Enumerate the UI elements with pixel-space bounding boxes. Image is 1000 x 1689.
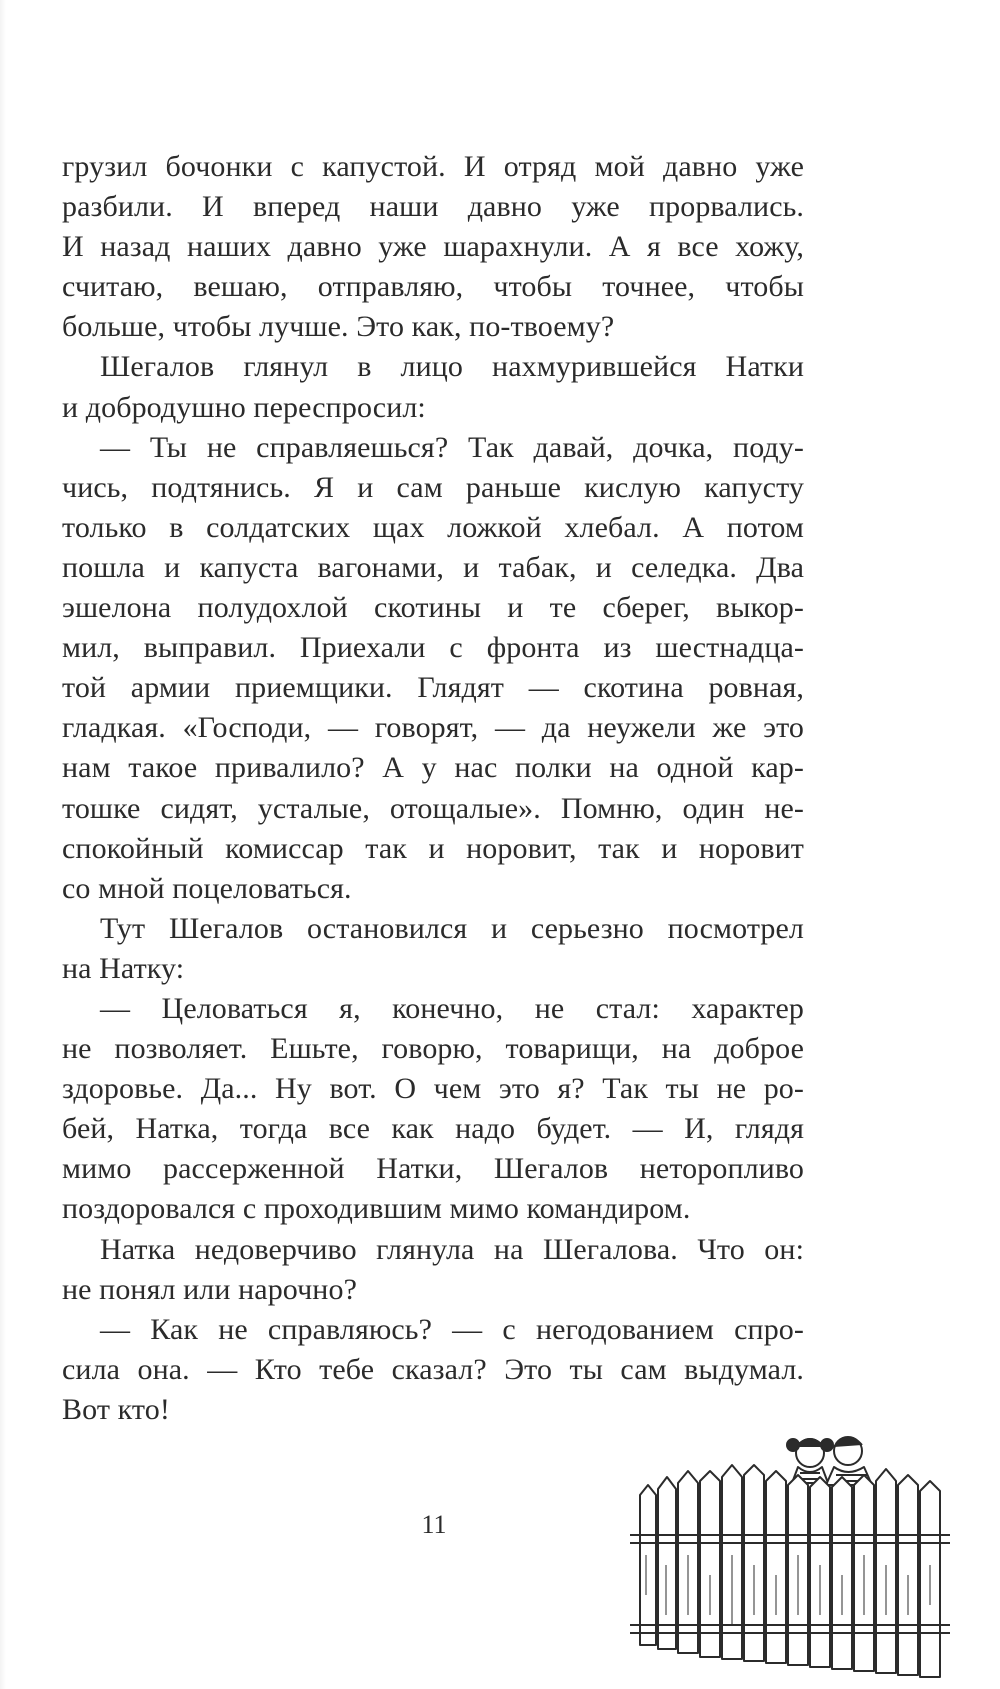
- text-line: Тут Шегалов остановился и серьезно посмотрел: [100, 911, 804, 945]
- text-line: эшелона полудохлой скотины и те сберег, выкор-: [62, 591, 804, 625]
- girl-figure: [787, 1439, 833, 1483]
- text-line: не позволяет. Ешьте, говорю, товарищи, на доброе: [62, 1032, 804, 1066]
- text-line: здоровье. Да... Ну вот. О чем это я? Так ты не ро-: [62, 1072, 804, 1106]
- text-line: Натка недоверчиво глянула на Шегалова. Что он:: [100, 1232, 804, 1266]
- text-line: — Ты не справляешься? Так давай, дочка, поду-: [100, 430, 804, 464]
- page-edge-shadow: [0, 0, 6, 1689]
- text-line: и добродушно переспросил:: [62, 390, 426, 424]
- text-line: тошке сидят, усталые, отощалые». Помню, один не-: [62, 791, 804, 825]
- text-line: сила она. — Кто тебе сказал? Это ты сам выдумал.: [62, 1352, 804, 1386]
- page-number: 11: [421, 1510, 447, 1539]
- text-line: спокойный комиссар так и норовит, так и норовит: [62, 831, 804, 865]
- text-line: И назад наших давно уже шарахнули. А я все хожу,: [62, 230, 804, 264]
- text-line: разбили. И вперед наши давно уже прорвались.: [62, 190, 804, 224]
- text-line: — Как не справляюсь? — с негодованием спро-: [100, 1312, 804, 1346]
- fence: [630, 1465, 950, 1677]
- text-line: нам такое привалило? А у нас полки на одной кар-: [62, 751, 804, 785]
- body-text: [62, 147, 804, 1430]
- text-line: мил, выправил. Приехали с фронта из шестнадца-: [62, 631, 804, 665]
- text-line: со мной поцеловаться.: [62, 871, 352, 905]
- text-line: той армии приемщики. Глядят — скотина ровная,: [62, 671, 804, 705]
- text-line: не понял или нарочно?: [62, 1272, 357, 1306]
- text-line: бей, Натка, тогда все как надо будет. — И, глядя: [62, 1112, 804, 1146]
- fence-children-illustration: [630, 1425, 950, 1689]
- text-line: больше, чтобы лучше. Это как, по-твоему?: [62, 310, 615, 344]
- text-line: пошла и капуста вагонами, и табак, и селедка. Два: [62, 550, 804, 584]
- text-line: только в солдатских щах ложкой хлебал. А потом: [62, 510, 804, 544]
- text-line: мимо рассерженной Натки, Шегалов неторопливо: [62, 1152, 804, 1186]
- text-line: Шегалов глянул в лицо нахмурившейся Натки: [100, 350, 804, 384]
- text-line: чись, подтянись. Я и сам раньше кислую капусту: [62, 470, 804, 504]
- text-line: гладкая. «Господи, — говорят, — да неужели же это: [62, 711, 804, 745]
- text-line: — Целоваться я, конечно, не стал: характер: [100, 991, 804, 1025]
- text-line: грузил бочонки с капустой. И отряд мой давно уже: [62, 150, 804, 183]
- text-line: считаю, вешаю, отправляю, чтобы точнее, чтобы: [62, 270, 804, 304]
- text-line: Вот кто!: [62, 1392, 170, 1426]
- text-line: на Натку:: [62, 951, 185, 985]
- text-line: поздоровался с проходившим мимо командиром.: [62, 1192, 691, 1226]
